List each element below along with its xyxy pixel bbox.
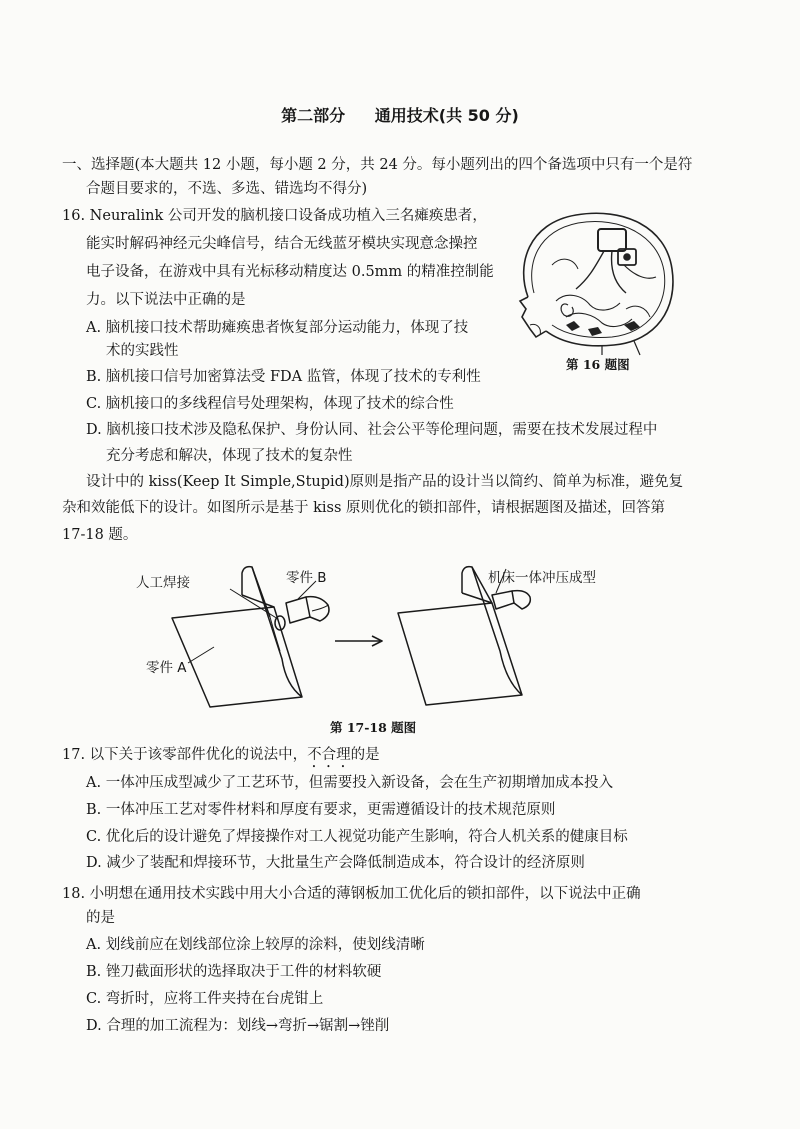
q17-18-figure-caption: 第 17-18 题图 bbox=[330, 720, 417, 735]
intro-line-1: 设计中的 kiss(Keep It Simple,Stupid)原则是指产品的设计当以简约、简单为标准，避免复 bbox=[86, 474, 684, 490]
q16-figure-caption: 第 16 题图 bbox=[566, 357, 630, 372]
q17-option-d: D. 减少了装配和焊接环节，大批量生产会降低制造成本，符合设计的经济原则 bbox=[86, 855, 585, 871]
q16-option-a-line-1: A. 脑机接口技术帮助瘫痪患者恢复部分运动能力，体现了技 bbox=[86, 320, 469, 336]
q16-option-d-line-1: D. 脑机接口技术涉及隐私保护、身份认同、社会公平等伦理问题，需要在技术发展过程中 bbox=[86, 422, 658, 438]
section-instructions-line-1: 一、选择题(本大题共 12 小题，每小题 2 分，共 24 分。每小题列出的四个备选项中只有一个是符 bbox=[62, 157, 693, 173]
q18-option-a: A. 划线前应在划线部位涂上较厚的涂料，使划线清晰 bbox=[86, 937, 425, 953]
q17-stem-pre: 17. 以下关于该零部件优化的说法中， bbox=[62, 747, 308, 763]
part-label: 第二部分 bbox=[281, 106, 346, 125]
subject-label: 通用技术(共 50 分) bbox=[374, 106, 519, 125]
q18-option-d: D. 合理的加工流程为：划线→弯折→锯割→锉削 bbox=[86, 1018, 390, 1034]
q18-option-c: C. 弯折时，应将工件夹持在台虎钳上 bbox=[86, 991, 324, 1007]
intro-line-2: 杂和效能低下的设计。如图所示是基于 kiss 原则优化的锁扣部件，请根据题图及描述，回答第 bbox=[62, 500, 666, 516]
q18-stem-line-2: 的是 bbox=[86, 910, 115, 926]
brain-implant-figure bbox=[506, 205, 682, 357]
q16-stem-line-1: 16. Neuralink 公司开发的脑机接口设备成功植入三名瘫痪患者， bbox=[62, 208, 487, 224]
q16-stem-line-3: 电子设备，在游戏中具有光标移动精度达 0.5mm 的精准控制能 bbox=[86, 264, 494, 280]
section-title bbox=[0, 103, 800, 126]
q16-stem-line-2: 能实时解码神经元尖峰信号，结合无线蓝牙模块实现意念操控 bbox=[86, 236, 478, 252]
q17-option-a: A. 一体冲压成型减少了工艺环节，但需要投入新设备，会在生产初期增加成本投入 bbox=[86, 775, 614, 791]
label-manual-weld: 人工焊接 bbox=[136, 575, 190, 591]
label-integrated-stamping: 机床一体冲压成型 bbox=[488, 570, 596, 586]
q18-stem-line-1: 18. 小明想在通用技术实践中用大小合适的薄钢板加工优化后的锁扣部件，以下说法中正确 bbox=[62, 886, 641, 902]
intro-line-3: 17-18 题。 bbox=[62, 527, 138, 543]
q18-option-b: B. 锉刀截面形状的选择取决于工件的材料软硬 bbox=[86, 964, 382, 980]
q16-option-b: B. 脑机接口信号加密算法受 FDA 监管，体现了技术的专利性 bbox=[86, 369, 481, 385]
q17-stem-post: 的是 bbox=[350, 747, 380, 763]
q17-stem-emphasis: 不合理 bbox=[307, 747, 351, 763]
q16-option-a-line-2: 术的实践性 bbox=[106, 343, 179, 359]
q16-stem-line-4: 力。以下说法中正确的是 bbox=[86, 292, 246, 308]
q16-option-c: C. 脑机接口的多线程信号处理架构，体现了技术的综合性 bbox=[86, 396, 454, 412]
q17-option-c: C. 优化后的设计避免了焊接操作对工人视觉功能产生影响，符合人机关系的健康目标 bbox=[86, 829, 628, 845]
label-part-b: 零件 B bbox=[286, 570, 327, 586]
section-instructions-line-2: 合题目要求的，不选、多选、错选均不得分) bbox=[86, 181, 368, 197]
q16-option-d-line-2: 充分考虑和解决，体现了技术的复杂性 bbox=[106, 448, 353, 464]
q17-stem bbox=[62, 745, 380, 771]
q17-option-b: B. 一体冲压工艺对零件材料和厚度有要求，更需遵循设计的技术规范原则 bbox=[86, 802, 556, 818]
label-part-a: 零件 A bbox=[146, 660, 187, 676]
